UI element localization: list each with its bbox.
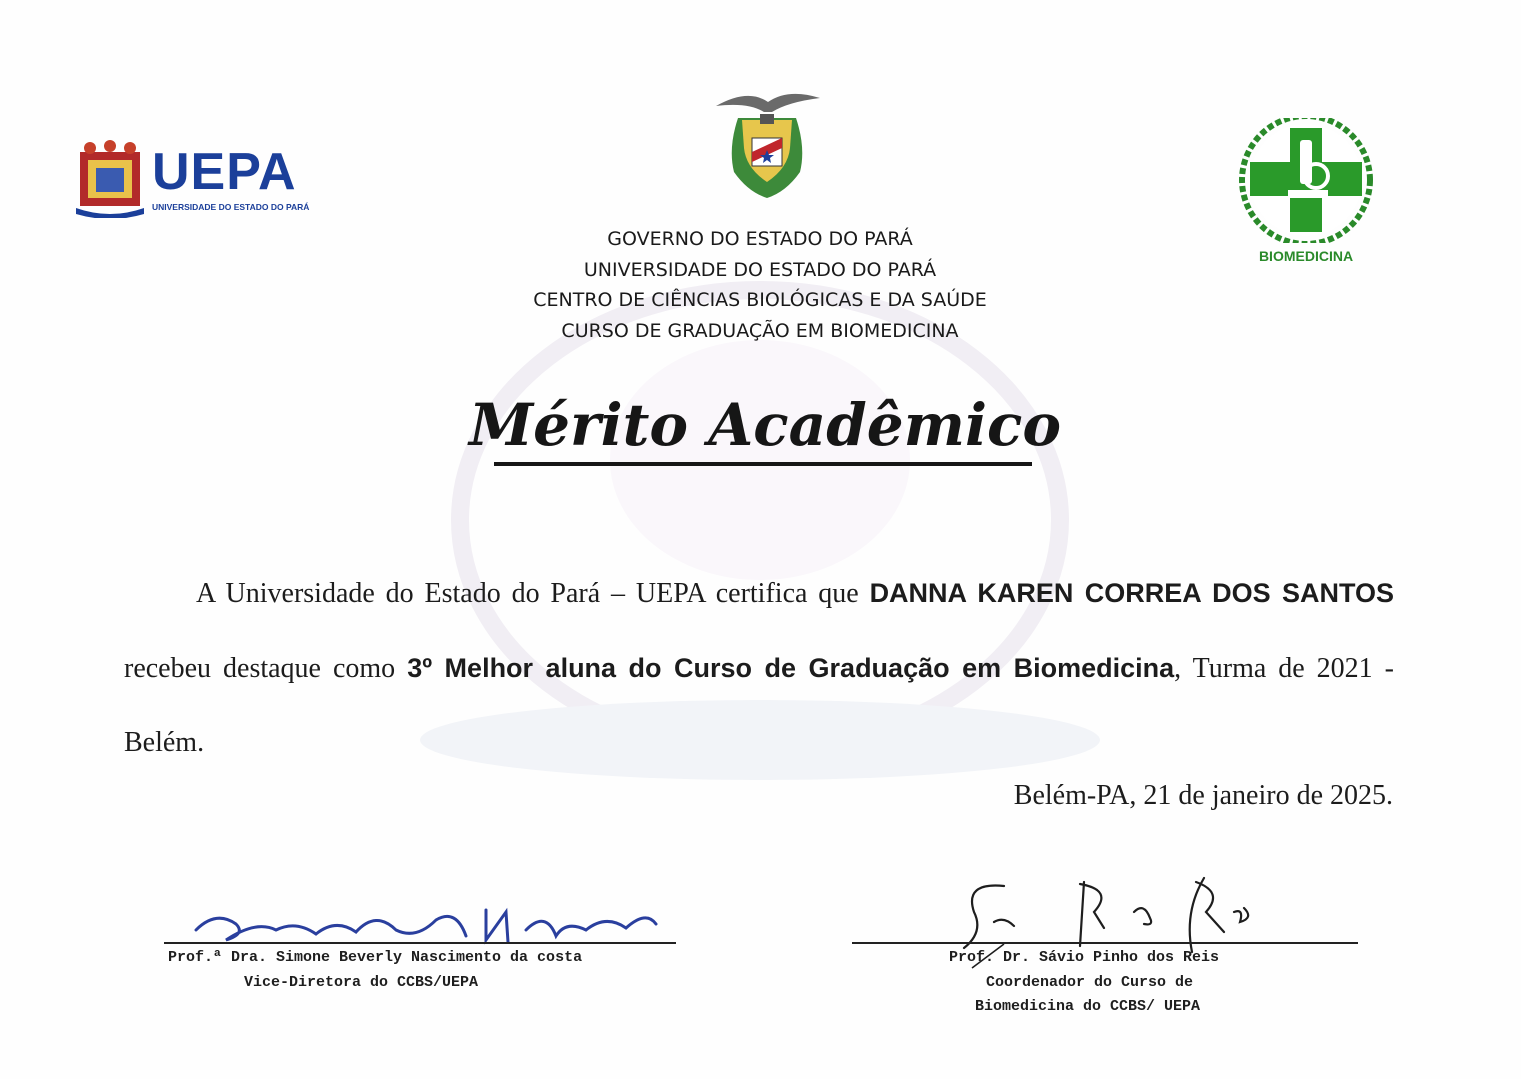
- biomedicina-cross-icon: [1236, 118, 1376, 243]
- header-line-curso: CURSO DE GRADUAÇÃO EM BIOMEDICINA: [561, 319, 959, 342]
- para-coat-of-arms-icon: [708, 88, 826, 200]
- biomedicina-logo: [1236, 118, 1376, 268]
- certificate-body: [124, 556, 1394, 780]
- left-signature-line: [164, 942, 676, 944]
- uepa-crest-icon: [74, 138, 146, 218]
- right-signatory-role-line2: Biomedicina do CCBS/ UEPA: [975, 998, 1201, 1015]
- institution-header: [460, 224, 1060, 346]
- issue-date: Belém-PA, 21 de janeiro de 2025.: [1013, 780, 1393, 811]
- title-underline: [494, 462, 1032, 466]
- distinction: 3º Melhor aluna do Curso de Graduação em Biomedicina: [407, 653, 1175, 683]
- left-signatory-name: Prof.ª Dra. Simone Beverly Nascimento da costa: [168, 949, 583, 966]
- header-line-centro: CENTRO DE CIÊNCIAS BIOLÓGICAS E DA SAÚDE: [533, 289, 987, 311]
- right-signature-line: [852, 942, 1358, 944]
- body-intro: A Universidade do Estado do Pará – UEPA certifica que: [196, 578, 870, 609]
- student-name: DANNA KAREN CORREA DOS SANTOS: [869, 578, 1394, 608]
- uepa-subtitle: UNIVERSIDADE DO ESTADO DO PARÁ: [152, 202, 310, 212]
- right-signatory-role-line1: Coordenador do Curso de: [986, 974, 1194, 991]
- biomedicina-label: BIOMEDICINA: [1258, 248, 1354, 264]
- header-line-universidade: UNIVERSIDADE DO ESTADO DO PARÁ: [583, 258, 937, 281]
- uepa-wordmark: UEPA: [152, 143, 297, 201]
- header-line-governo: GOVERNO DO ESTADO DO PARÁ: [607, 228, 913, 250]
- left-signatory-role: Vice-Diretora do CCBS/UEPA: [244, 974, 479, 991]
- right-signatory-name: Prof. Dr. Sávio Pinho dos Reis: [949, 949, 1220, 966]
- body-ending: , Turma de 2021 - Belém.: [124, 653, 1394, 758]
- body-middle: recebeu destaque como: [124, 653, 408, 684]
- certificate-title: Mérito Acadêmico: [468, 391, 1062, 459]
- uepa-logo: [70, 138, 320, 223]
